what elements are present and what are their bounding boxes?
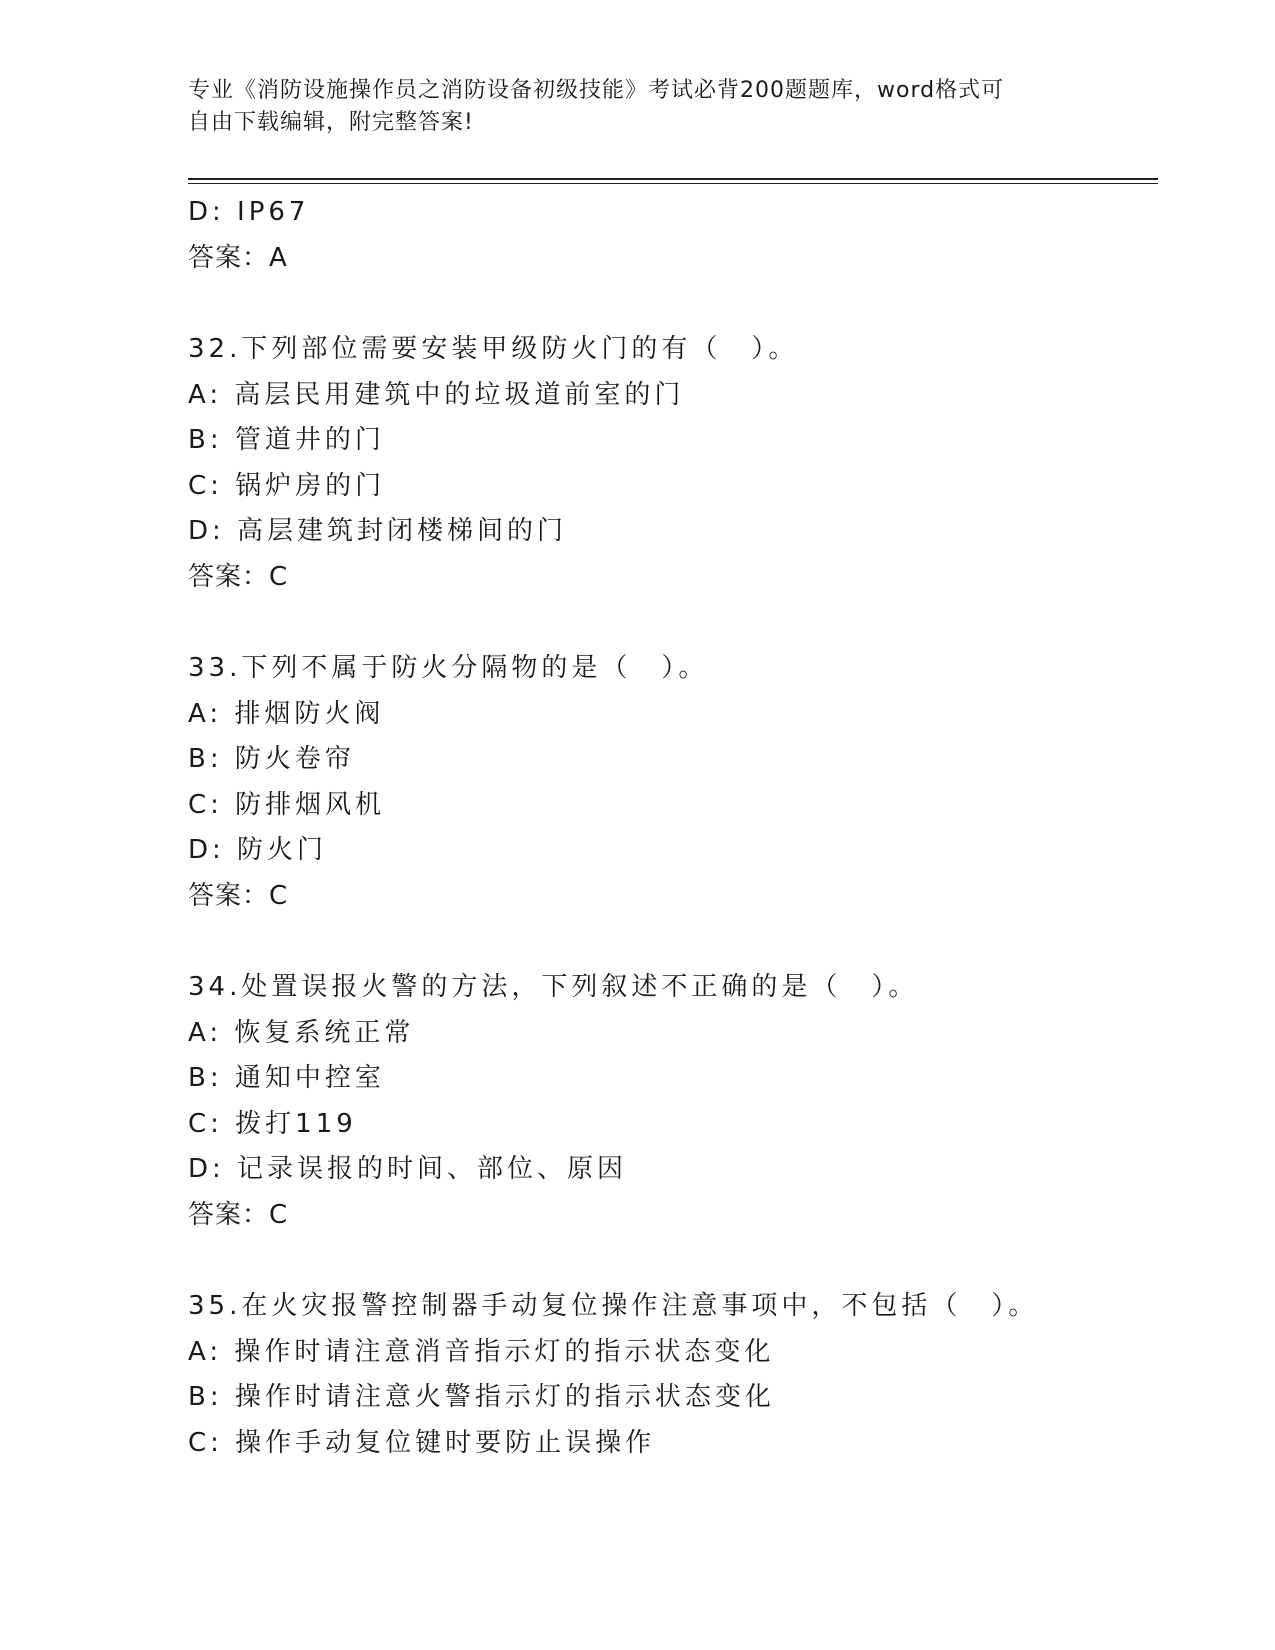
option-c: C: 拨打119 bbox=[188, 1108, 357, 1139]
option-c: C: 锅炉房的门 bbox=[188, 470, 386, 501]
question-stem: 34.处置误报火警的方法，下列叙述不正确的是（ ）。 bbox=[188, 972, 919, 1002]
prev-answer: 答案：A bbox=[188, 242, 288, 273]
option-b: B: 管道井的门 bbox=[188, 425, 385, 455]
option-d: D: 防火门 bbox=[188, 835, 328, 865]
option-a: A: 恢复系统正常 bbox=[188, 1017, 415, 1048]
option-c: C: 防排烟风机 bbox=[188, 789, 386, 820]
header-line-1: 专业《消防设施操作员之消防设备初级技能》考试必背200题题库，word格式可 bbox=[188, 78, 1005, 103]
header-divider bbox=[188, 178, 1158, 180]
question-stem: 32.下列部位需要安装甲级防火门的有（ ）。 bbox=[188, 334, 799, 364]
option-b: B: 操作时请注意火警指示灯的指示状态变化 bbox=[188, 1382, 775, 1412]
question-stem: 35.在火灾报警控制器手动复位操作注意事项中，不包括（ ）。 bbox=[188, 1291, 1039, 1321]
question-34 bbox=[188, 965, 1158, 1238]
question-stem: 33.下列不属于防火分隔物的是（ ）。 bbox=[188, 653, 709, 683]
option-c: C: 操作手动复位键时要防止误操作 bbox=[188, 1427, 656, 1458]
option-a: A: 操作时请注意消音指示灯的指示状态变化 bbox=[188, 1336, 775, 1367]
question-32 bbox=[188, 327, 1158, 600]
header-divider-thin bbox=[188, 183, 1158, 184]
answer: 答案：C bbox=[188, 880, 289, 911]
document-header bbox=[188, 75, 1088, 139]
prev-option-d: D: IP67 bbox=[188, 197, 310, 227]
option-b: B: 通知中控室 bbox=[188, 1063, 385, 1093]
option-a: A: 排烟防火阀 bbox=[188, 698, 385, 729]
header-line-2: 自由下载编辑，附完整答案! bbox=[188, 110, 474, 135]
question-list bbox=[188, 190, 1158, 1466]
answer: 答案：C bbox=[188, 1199, 289, 1230]
option-d: D: 记录误报的时间、部位、原因 bbox=[188, 1154, 628, 1184]
question-35 bbox=[188, 1284, 1158, 1466]
option-d: D: 高层建筑封闭楼梯间的门 bbox=[188, 516, 568, 546]
question-33 bbox=[188, 646, 1158, 919]
option-b: B: 防火卷帘 bbox=[188, 744, 355, 774]
answer: 答案：C bbox=[188, 561, 289, 592]
option-a: A: 高层民用建筑中的垃圾道前室的门 bbox=[188, 379, 685, 410]
